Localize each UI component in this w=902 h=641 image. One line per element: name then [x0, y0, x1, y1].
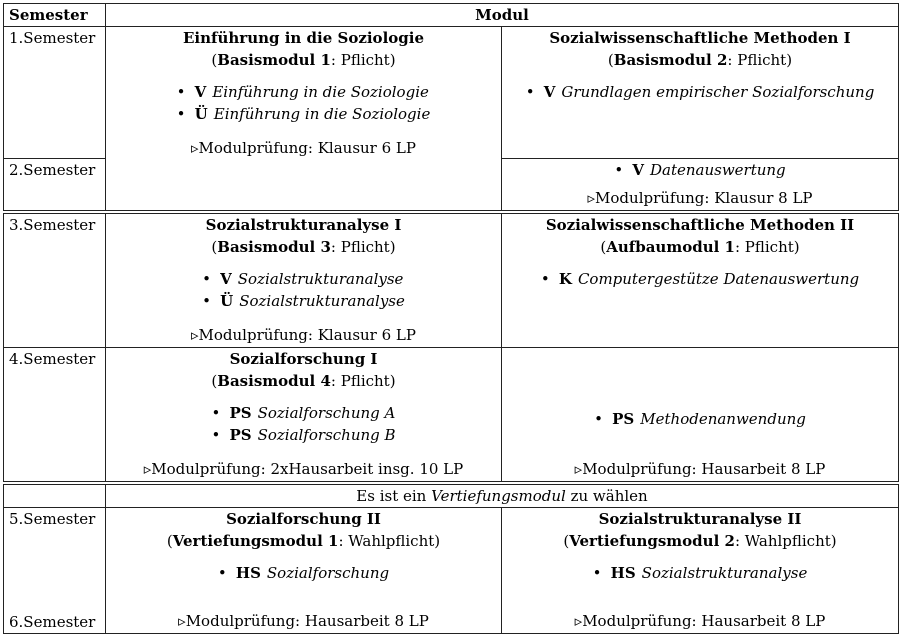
module-sozialforschung-2 [106, 508, 502, 634]
module-sozialforschung-1 [106, 348, 502, 482]
list-item: • V Sozialstrukturanalyse [202, 270, 404, 288]
list-item: • Ü Sozialstrukturanalyse [202, 292, 405, 310]
module-title: Sozialstrukturanalyse II [598, 510, 802, 528]
module-methoden-2 [502, 214, 899, 348]
row-semester-3 [4, 214, 899, 348]
course-list [593, 562, 808, 584]
list-item: • PS Methodenanwendung [594, 410, 806, 428]
course-list [614, 159, 785, 181]
exam-info: ▹Modulprüfung: Hausarbeit 8 LP [574, 460, 826, 478]
row-semester-5-6 [4, 508, 899, 634]
bullet-icon: • [540, 270, 550, 288]
curriculum-table [3, 3, 899, 634]
exam-info: ▹Modulprüfung: Hausarbeit 8 LP [178, 612, 429, 630]
header-row [4, 4, 899, 27]
module-subtitle: (Basismodul 1: Pflicht) [211, 51, 396, 69]
exam-info: ▹Modulprüfung: Klausur 8 LP [587, 189, 813, 207]
module-title: Sozialforschung II [226, 510, 381, 528]
semester-label: 5.Semester [9, 510, 96, 528]
list-item: • V Grundlagen empirischer Sozialforschung [525, 83, 875, 101]
module-einfuehrung-soziologie [106, 27, 502, 211]
semester-label: 6.Semester [9, 613, 96, 631]
bullet-icon: • [211, 404, 221, 422]
module-sozialstrukturanalyse-1 [106, 214, 502, 348]
row-choice-note [4, 485, 899, 508]
empty-cell [4, 485, 106, 508]
bullet-icon: • [614, 161, 624, 179]
header-semester: Semester [4, 4, 106, 27]
module-title: Sozialwissenschaftliche Methoden I [549, 29, 851, 47]
list-item: • HS Sozialstrukturanalyse [592, 564, 808, 582]
list-item: • PS Sozialforschung B [211, 426, 396, 444]
row-semester-1 [4, 27, 899, 159]
semester-label: 3.Semester [4, 214, 106, 348]
course-list [202, 268, 405, 312]
bullet-icon: • [176, 105, 186, 123]
bullet-icon: • [592, 564, 602, 582]
list-item: • V Einführung in die Soziologie [176, 83, 429, 101]
module-sozialstrukturanalyse-2 [502, 508, 899, 634]
bullet-icon: • [202, 270, 211, 288]
module-title: Sozialstrukturanalyse I [205, 216, 402, 234]
module-methoden-1-cont [502, 159, 899, 211]
semester-label-cell [4, 508, 106, 634]
bullet-icon: • [217, 564, 227, 582]
bullet-icon: • [176, 83, 186, 101]
bullet-icon: • [525, 83, 535, 101]
course-list [594, 408, 806, 430]
course-list [177, 81, 431, 125]
module-methoden-1 [502, 27, 899, 159]
exam-info: ▹Modulprüfung: 2xHausarbeit insg. 10 LP [143, 460, 464, 478]
module-subtitle: (Aufbaumodul 1: Pflicht) [600, 238, 800, 256]
module-subtitle: (Vertiefungsmodul 2: Wahlpflicht) [563, 532, 837, 550]
module-subtitle: (Vertiefungsmodul 1: Wahlpflicht) [166, 532, 441, 550]
header-modul: Modul [106, 4, 899, 27]
list-item: • PS Sozialforschung A [211, 404, 396, 422]
module-title: Sozialforschung I [229, 350, 378, 368]
semester-label: 2.Semester [4, 159, 106, 211]
exam-info: ▹Modulprüfung: Hausarbeit 8 LP [574, 612, 826, 630]
course-list [218, 562, 389, 584]
list-item: • HS Sozialforschung [217, 564, 390, 582]
semester-label: 1.Semester [4, 27, 106, 159]
course-list [541, 268, 859, 290]
bullet-icon: • [594, 410, 603, 428]
exam-info: ▹Modulprüfung: Klausur 6 LP [191, 326, 416, 344]
bullet-icon: • [202, 292, 211, 310]
list-item: • Ü Einführung in die Soziologie [176, 105, 431, 123]
module-subtitle: (Basismodul 3: Pflicht) [211, 238, 396, 256]
module-subtitle: (Basismodul 4: Pflicht) [211, 372, 396, 390]
module-title: Sozialwissenschaftliche Methoden II [545, 216, 855, 234]
course-list [211, 402, 395, 446]
semester-label: 4.Semester [4, 348, 106, 482]
module-subtitle: (Basismodul 2: Pflicht) [607, 51, 793, 69]
list-item: • K Computergestütze Datenauswertung [540, 270, 860, 288]
course-list [526, 81, 875, 103]
curriculum-table-wrapper [3, 3, 898, 634]
choice-note: Es ist ein Vertiefungsmodul zu wählen [106, 485, 899, 508]
row-semester-4 [4, 348, 899, 482]
exam-info: ▹Modulprüfung: Klausur 6 LP [191, 139, 416, 157]
module-methoden-2-cont [502, 348, 899, 482]
list-item: • V Datenauswertung [614, 161, 786, 179]
bullet-icon: • [211, 426, 221, 444]
module-title: Einführung in die Soziologie [183, 29, 424, 47]
